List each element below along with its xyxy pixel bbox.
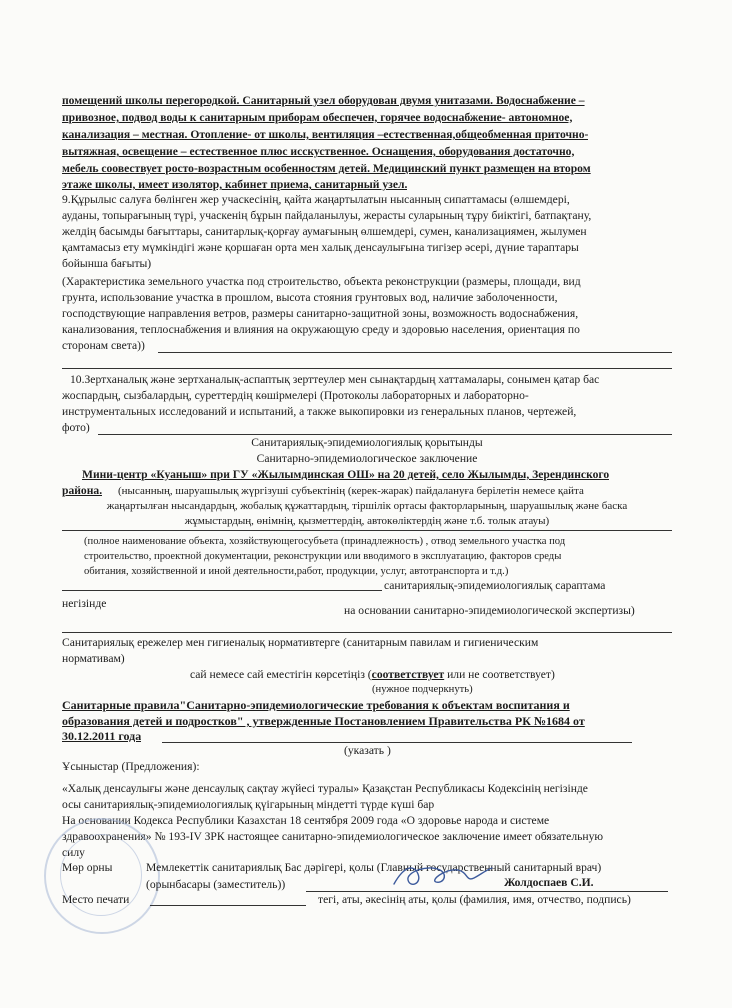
norms-line-1: Санитариялық ережелер мен гигиеналық нормативтерге (санитарным павилам и гигиеническим	[62, 636, 539, 649]
compliance-line	[190, 668, 555, 682]
rules-line-3: 30.12.2011 года	[62, 729, 142, 743]
rules-line-1: Санитарные правила"Санитарно-эпидемиологические требования к объектам воспитания и	[62, 698, 570, 712]
deputy-label: (орынбасары (заместитель))	[146, 878, 286, 891]
section9-line-10: сторонам света))	[62, 339, 145, 352]
full-name-line-2: строительство, проектной документации, реконструкции или вводимого в эксплуатацию, факторов среды	[84, 551, 562, 562]
section9-line-2: ауданы, топырағының түрі, учаскенің бұрын пайдаланылуы, жерасты суларының тұру биіктігі, батпақтану,	[62, 209, 592, 222]
section9-line-9: канализования, теплоснабжения и влияния на окружающую среду и здоровью населения, ориентация по	[62, 323, 580, 336]
object-desc-line-2: жаңартылған нысандардың, жобалық құжаттардың, тіршілік ортасы факторларының, шаруашылық және баска	[106, 500, 628, 512]
object-desc-line-3: жұмыстардың, өнімнің, қызметтердің, автокөліктердің және т.б. толык атауы)	[184, 515, 550, 527]
official-stamp	[44, 818, 160, 934]
top-text-line-5: мебель соовествует росто-возрастным особенностям детей. Медицинский пункт размещен на втором	[62, 162, 591, 175]
conclusion-title-kz: Санитариялық-эпидемиологиялық қорытынды	[251, 436, 483, 449]
stamp-place-kz: Мөр орны	[62, 861, 113, 874]
section9-line-7: грунта, использование участка в прошлом, высота стояния грунтовых вод, наличие заболоченности,	[62, 291, 558, 304]
section9-line-1: 9.Құрылыс салуға бөлінген жер учаскесінің, қайта жаңартылатын нысанның сипаттамасы (өлшемдері,	[62, 193, 570, 206]
expertise-kz: санитариялық-эпидемиологиялық сараптама	[384, 579, 606, 592]
section9-line-3: желдің басымды бағыттары, санитарлық-қорғау аумағының өлшемдері, сумен, канализациямен, жылумен	[62, 225, 587, 238]
expertise-ru: на основании санитарно-эпидемиологической экспертизы)	[344, 604, 635, 617]
proposals-ru-line-1: На основании Кодекса Республики Казахстан 18 сентября 2009 года «О здоровье народа и системе	[62, 814, 550, 827]
full-name-line-3: обитания, хозяйственной и иной деятельности,работ, продукции, услуг, автотранспорта и т.д.)	[84, 566, 509, 577]
proposals-heading: Ұсыныстар (Предложения):	[62, 760, 200, 773]
top-text-line-2: привозное, подвод воды к санитарным приборам обеспечен, горячее водоснабжение- автономное,	[62, 111, 573, 124]
top-text-line-1: помещений школы перегородкой. Санитарный узел оборудован двумя унитазами. Водоснабжение –	[62, 94, 585, 107]
section9-line-6: (Характеристика земельного участка под строительство, объекта реконструкции (размеры, площади, вид	[62, 275, 581, 288]
fill-line	[62, 590, 382, 591]
fill-line	[62, 530, 672, 531]
signer-name: Жолдоспаев С.И.	[504, 876, 594, 889]
fill-line	[150, 905, 306, 906]
fill-line	[62, 368, 672, 369]
top-text-line-3: канализация – местная. Отопление- от школы, вентиляция –естественная,общеобменная приточно-	[62, 128, 589, 141]
specify-note: (указать )	[344, 744, 391, 757]
fill-line	[158, 352, 672, 353]
object-name-line-1: Мини-центр «Куаныш» при ГУ «Жылымдинская ОШ» на 20 детей, село Жылымды, Зерендинского	[82, 468, 610, 481]
top-text-line-6: этаже школы, имеет изолятор, кабинет приема, санитарный узел.	[62, 178, 408, 191]
full-name-line-1: (полное наименование объекта, хозяйствующегосубъета (принадлежность) , отвод земельного участка под	[84, 536, 566, 547]
section10-line-4: фото)	[62, 421, 90, 434]
compliance-prefix: сай немесе сай еместігін көрсетіңіз (	[190, 668, 372, 681]
section9-line-5: бойынша бағыты)	[62, 257, 152, 270]
section9-line-4: қамтамасыз ету мүмкіндігі және қоршаған орта мен халық денсаулығына тигізер әсері, дүние тараптары	[62, 241, 579, 254]
negizinde-label: негізінде	[62, 597, 107, 610]
section9-line-8: господствующие направления ветров, размеры санитарно-защитной зоны, возможность водоснабжения,	[62, 307, 579, 320]
signer-title: Мемлекеттік санитариялық Бас дәрігері, қолы (Главный государственный санитарный врач)	[146, 861, 602, 874]
fill-line	[162, 742, 632, 743]
conclusion-title-ru: Санитарно-эпидемиологическое заключение	[256, 452, 478, 465]
norms-line-2: нормативам)	[62, 652, 125, 665]
rules-line-2: образования детей и подростков" , утвержденные Постановлением Правительства РК №1684 от	[62, 714, 585, 728]
proposals-kz-line-1: «Халық денсаулығы және денсаулық сақтау жүйесі туралы» Қазақстан Республикасы Кодексінің негізінде	[62, 782, 588, 795]
signature-stroke	[394, 868, 492, 884]
fill-line	[62, 632, 672, 633]
proposals-kz-line-2: осы санитариялық-эпидемиологиялық қүігарының міндетті түрде күші бар	[62, 798, 435, 811]
underline-note: (нужное подчеркнуть)	[372, 684, 473, 695]
object-desc-line-1: (нысанның, шаруашылық жүргізуші субъектінің (керек-жарак) пайдалануға берілетін немесе қайта	[118, 485, 584, 497]
fill-line	[98, 434, 672, 435]
section10-line-2: жоспардың, сызбалардың, суреттердің көшірмелері (Протоколы лабораторных и лабораторно-	[62, 389, 529, 402]
section10-line-3: инструментальных исследований и испытаний, а также выкопировки из генеральных планов, чертежей,	[62, 405, 577, 418]
section10-line-1: 10.Зертханалық және зертханалық-аспаптық зерттеулер мен сынақтардың хаттамалары, сонымен қатар бас	[70, 373, 600, 386]
fio-hint: тегі, аты, әкесінің аты, қолы (фамилия, имя, отчество, подпись)	[318, 893, 631, 906]
compliance-suffix: или не соответствует)	[444, 668, 555, 681]
proposals-ru-line-3: силу	[62, 846, 85, 859]
top-text-line-4: вытяжная, освещение – естественное плюс исскуственное. Оснащения, оборудования достаточно,	[62, 145, 575, 158]
object-name-line-2: района.	[62, 484, 103, 497]
stamp-place-ru: Место печати	[62, 893, 130, 906]
handwritten-signature	[388, 858, 498, 892]
compliance-value: соответствует	[371, 668, 445, 681]
proposals-ru-line-2: здравоохранения» № 193-IV ЗРК настоящее санитарно-эпидемиологическое заключение имеет обязательную	[62, 830, 604, 843]
